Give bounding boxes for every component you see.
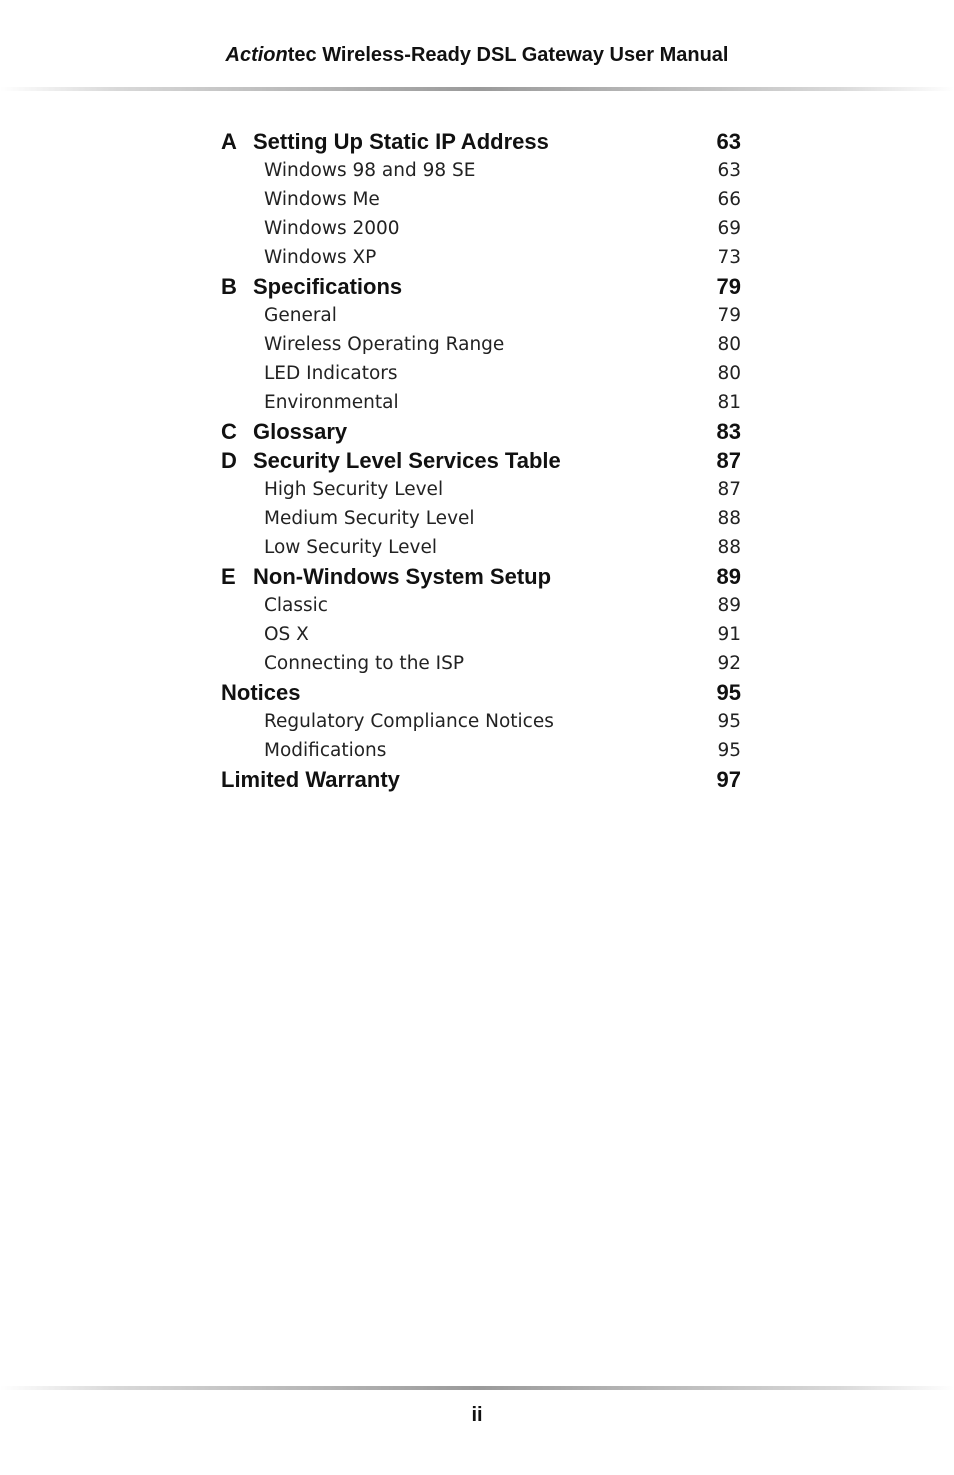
toc-section-title: Low Security Level xyxy=(264,537,437,558)
toc-section-title: Medium Security Level xyxy=(264,508,475,529)
header-brand: Action xyxy=(225,44,288,66)
toc-page-number: 63 xyxy=(717,160,741,181)
toc-section-entry[interactable] xyxy=(221,475,741,504)
toc-chapter-title: Security Level Services Table xyxy=(253,448,561,473)
toc-page-number: 88 xyxy=(717,508,741,529)
toc-section-entry[interactable] xyxy=(221,649,741,678)
toc-section-title: Windows Me xyxy=(264,189,380,210)
toc-page-number: 83 xyxy=(716,419,741,444)
toc-page-number: 79 xyxy=(717,305,741,326)
toc-page-number: 63 xyxy=(716,129,741,154)
toc-section-title: Wireless Operating Range xyxy=(264,334,505,355)
toc-section-title: OS X xyxy=(264,624,309,645)
toc-page-number: 92 xyxy=(717,653,741,674)
toc-page-number: 69 xyxy=(717,218,741,239)
toc-chapter-entry[interactable] xyxy=(221,417,741,446)
toc-section-title: General xyxy=(264,305,337,326)
toc-section-entry[interactable] xyxy=(221,330,741,359)
toc-page-number: 80 xyxy=(717,334,741,355)
toc-section-title: Classic xyxy=(264,595,328,616)
toc-chapter-letter: A xyxy=(221,129,237,154)
toc-section-entry[interactable] xyxy=(221,736,741,765)
toc-section-entry[interactable] xyxy=(221,301,741,330)
toc-chapter-entry[interactable] xyxy=(221,272,741,301)
toc-chapter-letter: B xyxy=(221,274,237,299)
toc-page-number: 89 xyxy=(716,564,741,589)
header-rule xyxy=(0,87,954,91)
toc-chapter-title: Notices xyxy=(221,680,301,705)
toc-page-number: 80 xyxy=(717,363,741,384)
toc-section-title: Connecting to the ISP xyxy=(264,653,465,674)
toc-page-number: 95 xyxy=(716,680,741,705)
page-number: ii xyxy=(471,1404,483,1426)
page-header xyxy=(0,44,954,67)
footer-rule xyxy=(0,1386,954,1390)
toc-chapter-entry[interactable] xyxy=(221,678,741,707)
toc-section-entry[interactable] xyxy=(221,359,741,388)
toc-chapter-title: Setting Up Static IP Address xyxy=(253,129,549,154)
toc-section-entry[interactable] xyxy=(221,214,741,243)
toc-chapter-title: Specifications xyxy=(253,274,403,299)
toc-chapter-letter: E xyxy=(221,564,236,589)
toc-chapter-entry[interactable] xyxy=(221,562,741,591)
toc-chapter-title: Glossary xyxy=(253,419,348,444)
toc-section-title: Windows 2000 xyxy=(264,218,400,239)
toc-page-number: 91 xyxy=(717,624,741,645)
toc-section-entry[interactable] xyxy=(221,388,741,417)
toc-page-number: 79 xyxy=(716,274,741,299)
toc-section-entry[interactable] xyxy=(221,504,741,533)
toc-page-number: 95 xyxy=(717,740,741,761)
toc-section-title: High Security Level xyxy=(264,479,444,500)
toc-page-number: 73 xyxy=(717,247,741,268)
toc-section-title: Windows 98 and 98 SE xyxy=(264,160,476,181)
toc-chapter-title: Limited Warranty xyxy=(221,767,400,792)
toc-section-title: Windows XP xyxy=(264,247,377,268)
toc-section-title: Modifications xyxy=(264,740,387,761)
toc-chapter-letter: C xyxy=(221,419,237,444)
toc-page-number: 66 xyxy=(717,189,741,210)
toc-page-number: 81 xyxy=(717,392,741,413)
toc-chapter-entry[interactable] xyxy=(221,127,741,156)
toc-section-entry[interactable] xyxy=(221,591,741,620)
toc-page-number: 97 xyxy=(716,767,741,792)
toc-section-entry[interactable] xyxy=(221,156,741,185)
toc-section-entry[interactable] xyxy=(221,707,741,736)
header-title: tec Wireless-Ready DSL Gateway User Manual xyxy=(287,44,729,66)
toc-section-entry[interactable] xyxy=(221,533,741,562)
toc-chapter-letter: D xyxy=(221,448,237,473)
toc-page-number: 89 xyxy=(717,595,741,616)
toc-page-number: 95 xyxy=(717,711,741,732)
toc-page-number: 87 xyxy=(716,448,741,473)
toc-section-entry[interactable] xyxy=(221,185,741,214)
toc-section-title: LED Indicators xyxy=(264,363,398,384)
toc-chapter-entry[interactable] xyxy=(221,446,741,475)
toc-section-title: Environmental xyxy=(264,392,399,413)
toc-section-title: Regulatory Compliance Notices xyxy=(264,711,554,732)
toc-section-entry[interactable] xyxy=(221,243,741,272)
toc-chapter-entry[interactable] xyxy=(221,765,741,794)
toc-page-number: 88 xyxy=(717,537,741,558)
toc-chapter-title: Non-Windows System Setup xyxy=(253,564,552,589)
toc-section-entry[interactable] xyxy=(221,620,741,649)
toc-page-number: 87 xyxy=(717,479,741,500)
table-of-contents xyxy=(221,127,741,794)
